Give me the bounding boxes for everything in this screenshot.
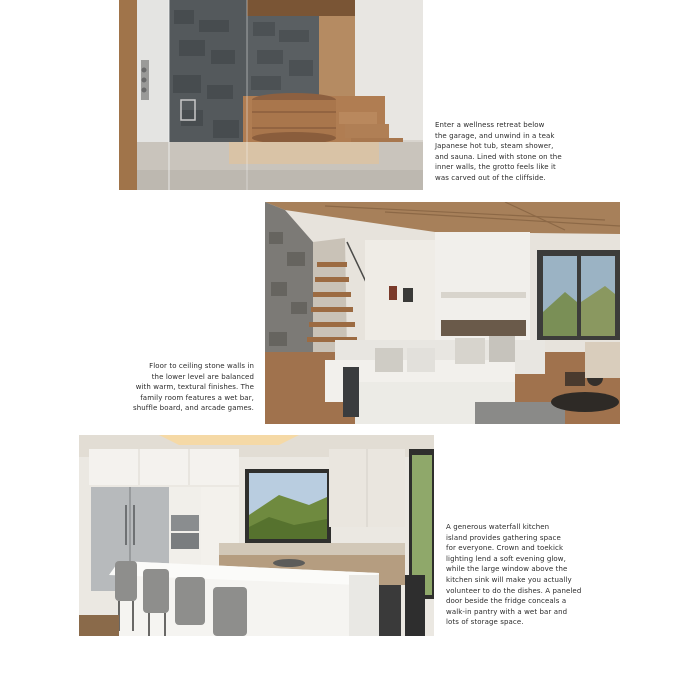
kitchen-caption-line-9: walk-in pantry with a wet bar and [446, 607, 568, 616]
grotto-caption-line-4: and sauna. Lined with stone on the [435, 152, 562, 161]
kitchen-caption-line-5: while the large window above the [446, 565, 568, 574]
kitchen-caption-line-4: lighting lend a soft evening glow, [446, 554, 566, 563]
grotto-caption-line-6: was carved out of the cliffside. [435, 173, 546, 182]
kitchen-caption-line-1: A generous waterfall kitchen [446, 523, 550, 531]
kitchen-caption-line-3: for everyone. Crown and toekick [446, 544, 564, 553]
kitchen-photo [79, 435, 434, 636]
grotto-illustration [119, 0, 423, 190]
grotto-caption [435, 120, 575, 184]
grotto-caption-line-5: inner walls, the grotto feels like it [435, 163, 556, 172]
family-room-photo [265, 202, 620, 424]
kitchen-caption-line-2: island provides gathering space [446, 533, 561, 542]
family-room-caption [120, 361, 254, 414]
family-room-illustration [265, 202, 620, 424]
grotto-caption-line-2: the garage, and unwind in a teak [435, 131, 555, 140]
kitchen-caption-line-7: volunteer to do the dishes. A paneled [446, 586, 582, 595]
kitchen-caption-line-10: lots of storage space. [446, 618, 524, 627]
family-caption-line-5: shuffle board, and arcade games. [132, 404, 254, 413]
kitchen-caption-line-8: door beside the fridge conceals a [446, 597, 567, 606]
grotto-photo [119, 0, 423, 190]
family-caption-line-2: the lower level are balanced [151, 372, 254, 381]
family-caption-line-1: Floor to ceiling stone walls in [149, 362, 254, 370]
kitchen-caption-line-6: kitchen sink will make you actually [446, 575, 572, 584]
family-caption-line-4: family room features a wet bar, [140, 393, 254, 402]
grotto-caption-line-3: Japanese hot tub, steam shower, [435, 142, 554, 151]
grotto-caption-line-1: Enter a wellness retreat below [435, 121, 545, 129]
kitchen-caption [446, 522, 596, 628]
family-caption-line-3: with warm, textural finishes. The [135, 383, 254, 392]
kitchen-illustration [79, 435, 434, 636]
